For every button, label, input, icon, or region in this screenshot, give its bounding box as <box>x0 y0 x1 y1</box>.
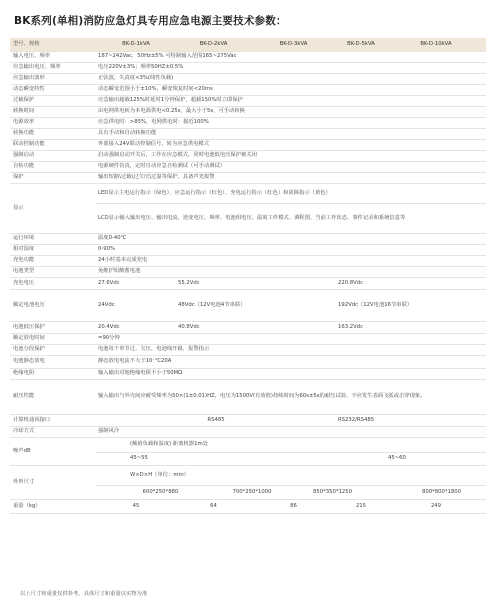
row-label: 充电功能 <box>10 256 96 267</box>
weight-1kva: 45 <box>96 500 176 514</box>
dielectric-value: 输入输出与外壳间应耐受频率为50×(1±0.01)HZ，电压为1500V(有效值)持续时间为60s±5s的耐压试验，不应发生表面飞弧或击穿现象。 <box>96 380 486 415</box>
table-row <box>10 267 486 278</box>
dims-10kva: 800*800*1800 <box>386 486 486 500</box>
table-row <box>10 345 486 356</box>
row-value: 0-90% <box>96 245 486 256</box>
row-value: 电源硬件仿真，定时自动应急自检测试（可手动测试） <box>96 162 486 173</box>
table-row <box>10 162 486 173</box>
row-label: 冷却方式 <box>10 427 96 438</box>
row-value: 电压220V±3%；频率50HZ±0.5% <box>96 63 486 74</box>
charge-voltage-2-3kva: 55.2Vdc <box>176 278 336 290</box>
noise-1-5kva: 45~55 <box>96 453 386 466</box>
row-value: 温度0-40℃ <box>96 234 486 245</box>
table-row <box>10 234 486 245</box>
table-row <box>10 52 486 63</box>
table-row <box>10 74 486 85</box>
charge-voltage-1kva: 27.6Vdc <box>96 278 176 290</box>
header-model-5: BK-D-10kVA <box>386 38 486 52</box>
row-label: 额定放电时间 <box>10 334 96 345</box>
dims-3kva: 700*250*1000 <box>225 486 279 500</box>
table-row <box>10 322 486 334</box>
row-label: 动态瞬变特性 <box>10 85 96 96</box>
noise-condition: (额值负载和温度) 距离机器1m处 <box>96 438 486 453</box>
row-value: 强制风冷 <box>96 427 486 438</box>
row-label: 相对湿度 <box>10 245 96 256</box>
table-row <box>10 85 486 96</box>
table-row <box>10 356 486 369</box>
row-value: 具有手动和自动转换功能 <box>96 129 486 140</box>
row-label: 应急输出电压、频率 <box>10 63 96 74</box>
table-row <box>10 369 486 380</box>
low-protect-5-10kva: 163.2Vdc <box>336 322 486 334</box>
table-row <box>10 256 486 267</box>
table-row <box>10 466 486 486</box>
row-label: 外形尺寸 <box>10 466 96 500</box>
row-value: 启动强制启动开关后，工作在应急模式，同时电池低电压保护被关闭 <box>96 151 486 162</box>
row-label: 电池类型 <box>10 267 96 278</box>
row-value: 输入输出对地绝缘电阻不小于50MΩ <box>96 369 486 380</box>
dims-1-2kva: 600*250*880 <box>96 486 225 500</box>
table-row <box>10 173 486 184</box>
row-label: 电源效率 <box>10 118 96 129</box>
table-row <box>10 63 486 74</box>
row-label: 显示 <box>10 184 96 234</box>
row-label: 额定电池电压 <box>10 290 96 322</box>
row-label: 输入电压、频率 <box>10 52 96 63</box>
table-row <box>10 415 486 427</box>
dims-unit: W×D×H（单位：mm） <box>96 466 486 486</box>
row-label: 转换功能 <box>10 129 96 140</box>
header-model-1: BK-D-1kVA <box>96 38 176 52</box>
row-value: 正弦波，失真度<3%(线性负载) <box>96 74 486 85</box>
row-value: 动态瞬变范围小于±10%，瞬变恢复时间<20ms <box>96 85 486 96</box>
row-label: 计算机通讯接口 <box>10 415 96 427</box>
rated-voltage-5-10kva: 192Vdc（12V电池16节串联） <box>336 290 486 322</box>
display-lcd: LCD显示输入输出电压、输出电流、逆变电压、频率、电池组电压、温度工作模式、调程图、当前工作状态、事件记录和系统信息等 <box>96 204 486 234</box>
page-title: BK系列(单相)消防应急灯具专用应急电源主要技术参数： <box>14 15 287 27</box>
charge-voltage-5-10kva: 220.8Vdc <box>336 278 486 290</box>
header-model-3: BK-D-3kVA <box>251 38 336 52</box>
row-value: 24小时基本完成充电 <box>96 256 486 267</box>
table-row <box>10 334 486 345</box>
weight-3kva: 86 <box>251 500 336 514</box>
comm-interface-1-3kva: RS485 <box>96 415 336 427</box>
row-value: =90分钟 <box>96 334 486 345</box>
header-model-4: BK-D-5kVA <box>336 38 386 52</box>
low-protect-1kva: 20.4Vdc <box>96 322 176 334</box>
row-value: 电池每个单节过、欠压，电池线开路，报警指示 <box>96 345 486 356</box>
table-row <box>10 438 486 453</box>
row-label: 重量（kg） <box>10 500 96 514</box>
table-row <box>10 118 486 129</box>
row-value: 输出短路\过载\过欠压\过温等保护，具备声光报警 <box>96 173 486 184</box>
row-label: 自检功能 <box>10 162 96 173</box>
row-label: 应急输出波形 <box>10 74 96 85</box>
footnote: 以上尺寸和重量仅供参考，具体尺寸和重量以实物为准 <box>20 591 148 597</box>
row-value: 由电网供电转为本电源供电<0.25s，最大小于5s，可手动转换 <box>96 107 486 118</box>
row-value: 免维护铅酸蓄电池 <box>96 267 486 278</box>
row-value: 外部接入24V联动控制信号，转为应急供电模式 <box>96 140 486 151</box>
header-model-2: BK-D-2kVA <box>176 38 251 52</box>
row-label: 绝缘电阻 <box>10 369 96 380</box>
table-row <box>10 184 486 204</box>
weight-2kva: 64 <box>176 500 251 514</box>
table-row <box>10 245 486 256</box>
table-row <box>10 278 486 290</box>
rated-voltage-2-3kva: 48Vdc（12V电池4节串联） <box>176 290 336 322</box>
row-value: 应急供电时：>85%，电网供电时：接近100% <box>96 118 486 129</box>
row-label: 充电电压 <box>10 278 96 290</box>
table-header-row <box>10 38 486 52</box>
table-row <box>10 290 486 322</box>
comm-interface-5-10kva: RS232/RS485 <box>336 415 486 427</box>
table-row <box>10 129 486 140</box>
dims-5kva: 850*350*1250 <box>279 486 386 500</box>
weight-10kva: 249 <box>386 500 486 514</box>
row-label: 联动控制功能 <box>10 140 96 151</box>
header-label: 型号、规格 <box>10 38 96 52</box>
row-label: 电池分段保护 <box>10 345 96 356</box>
noise-10kva: 45~60 <box>386 453 486 466</box>
row-value: 应急输出超载125%时延时1分钟保护，超载150%时立即保护 <box>96 96 486 107</box>
row-label: 强制启动 <box>10 151 96 162</box>
table-row <box>10 140 486 151</box>
table-row <box>10 96 486 107</box>
table-row <box>10 427 486 438</box>
row-label: 耐压性能 <box>10 380 96 415</box>
row-label: 电池低压保护 <box>10 322 96 334</box>
table-row <box>10 151 486 162</box>
row-label: 保护 <box>10 173 96 184</box>
low-protect-2-3kva: 40.8Vdc <box>176 322 336 334</box>
row-label: 过载保护 <box>10 96 96 107</box>
row-value: 187~242Vac，50Hz±5% 可特制输入范围165~275Vac <box>96 52 486 63</box>
row-value: 静态放电电流不大于10⁻⁵C20A <box>96 356 486 369</box>
table-row <box>10 380 486 415</box>
row-label: 转换时间 <box>10 107 96 118</box>
row-label: 噪声dB <box>10 438 96 466</box>
display-led: LED显示主电运行指示（绿色）、应急运行指示（红色）、充电运行指示（红色）和故障指示（黄色） <box>96 184 486 204</box>
weight-5kva: 215 <box>336 500 386 514</box>
rated-voltage-1kva: 24Vdc <box>96 290 176 322</box>
spec-table <box>10 38 486 514</box>
table-row <box>10 500 486 514</box>
row-label: 运行环境 <box>10 234 96 245</box>
table-row <box>10 107 486 118</box>
row-label: 电池静态放电 <box>10 356 96 369</box>
